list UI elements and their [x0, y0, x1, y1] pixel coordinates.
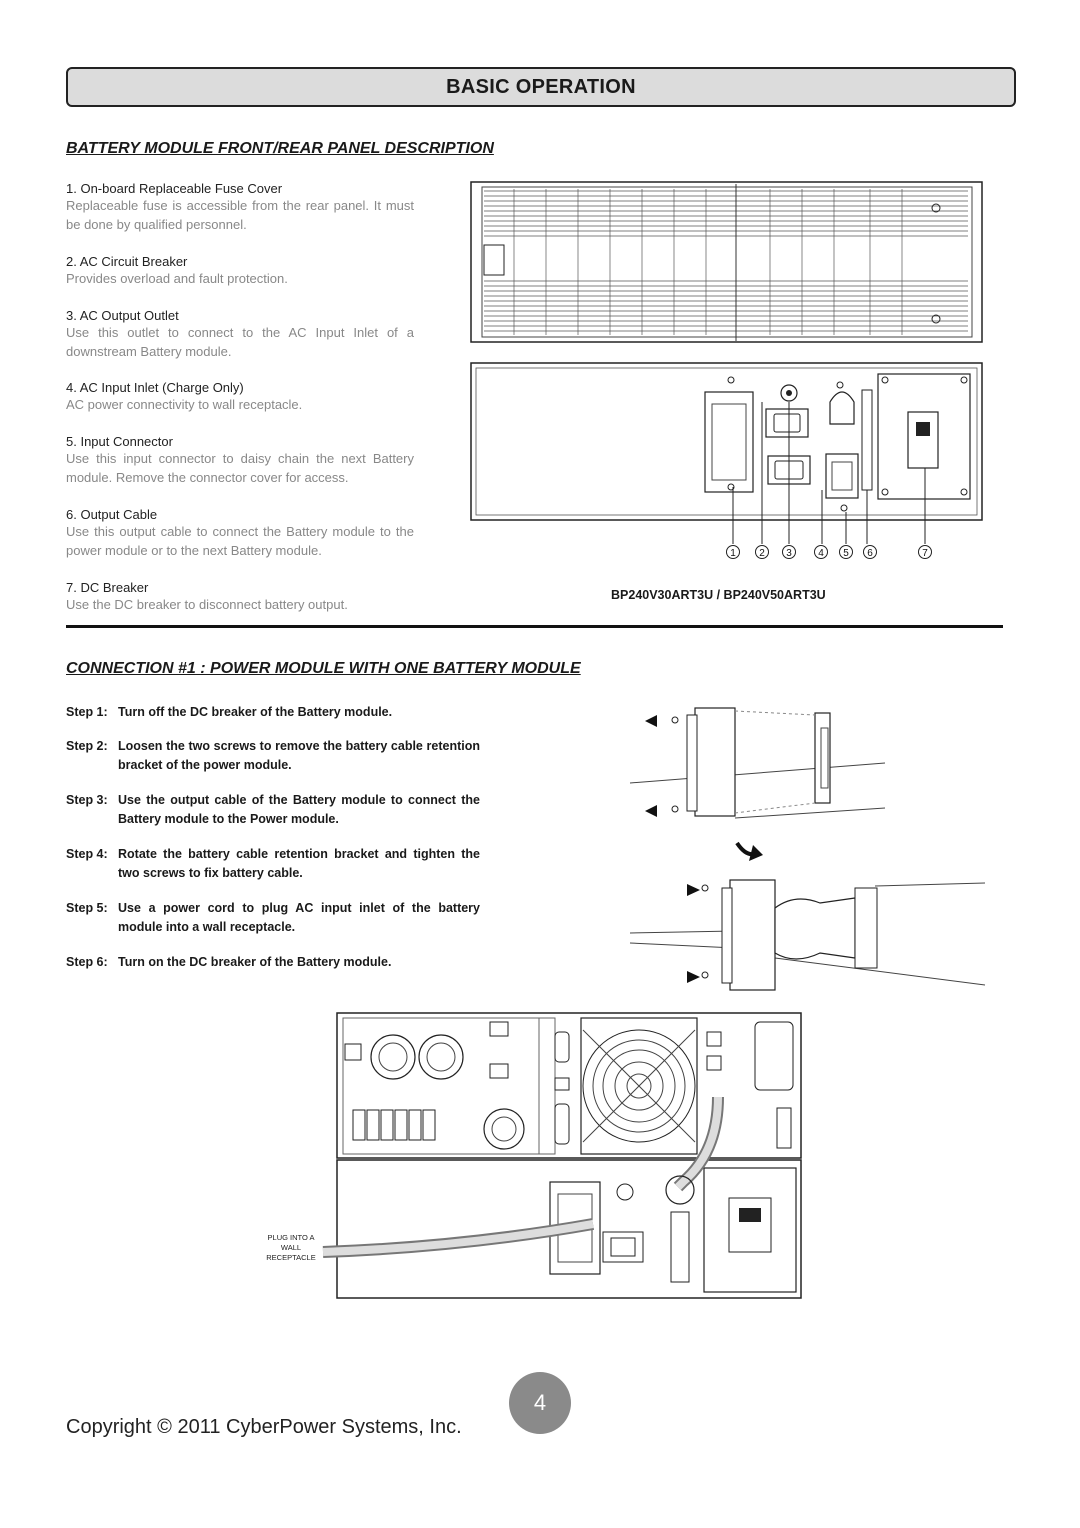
copyright-text: Copyright © 2011 CyberPower Systems, Inc. [66, 1416, 462, 1438]
battery-module-front-panel-illustration [470, 181, 984, 344]
step-5 [66, 899, 480, 937]
section-heading-panel-description: BATTERY MODULE FRONT/REAR PANEL DESCRIPTION [66, 140, 494, 157]
power-battery-connection-diagram [263, 1012, 806, 1302]
page-number: 4 [533, 1390, 547, 1415]
wall-label-line-3: RECEPTACLE [266, 1253, 316, 1262]
item-6 [66, 507, 414, 560]
step-1 [66, 703, 480, 722]
step-text: Turn off the DC breaker of the Battery module. [118, 705, 393, 719]
item-desc: Provides overload and fault protection. [66, 271, 288, 286]
callout-6: 6 [867, 548, 873, 559]
item-desc: Use this input connector to daisy chain the next Battery module. Remove the connector cover for access. [66, 451, 414, 485]
retention-bracket-illustration [625, 703, 993, 993]
section-heading-connection: CONNECTION #1 : POWER MODULE WITH ONE BATTERY MODULE [66, 660, 581, 677]
item-4 [66, 380, 414, 414]
item-title: 1. On-board Replaceable Fuse Cover [66, 181, 283, 196]
item-5 [66, 434, 414, 487]
model-number: BP240V30ART3U / BP240V50ART3U [611, 588, 826, 602]
step-6 [66, 953, 480, 972]
step-label: Step 4: [66, 847, 108, 861]
callout-5: 5 [843, 548, 849, 559]
wall-label-line-2: WALL [280, 1243, 302, 1252]
item-1 [66, 181, 414, 234]
item-desc: Use the DC breaker to disconnect battery output. [66, 597, 348, 612]
step-label: Step 3: [66, 793, 108, 807]
section-title-bar [66, 67, 1016, 107]
wall-label-line-1: PLUG INTO A [267, 1233, 315, 1242]
item-desc: Replaceable fuse is accessible from the rear panel. It must be done by qualified personnel. [66, 198, 414, 232]
step-2 [66, 737, 480, 775]
section-divider [66, 625, 1003, 628]
step-text: Rotate the battery cable retention bracket and tighten the two screws to fix battery cable. [118, 847, 480, 880]
item-title: 2. AC Circuit Breaker [66, 254, 188, 269]
step-label: Step 6: [66, 955, 108, 969]
callout-1: 1 [730, 548, 736, 559]
step-4 [66, 845, 480, 883]
item-3 [66, 308, 414, 361]
item-title: 6. Output Cable [66, 507, 158, 522]
item-7 [66, 580, 414, 614]
callout-7: 7 [922, 548, 928, 559]
step-label: Step 5: [66, 901, 108, 915]
item-title: 3. AC Output Outlet [66, 308, 179, 323]
callout-3: 3 [786, 548, 792, 559]
callout-4: 4 [818, 548, 824, 559]
page-number-badge [509, 1372, 571, 1434]
step-3 [66, 791, 480, 829]
item-desc: AC power connectivity to wall receptacle. [66, 397, 303, 412]
step-text: Turn on the DC breaker of the Battery module. [118, 955, 392, 969]
item-2 [66, 254, 414, 288]
page-title: BASIC OPERATION [446, 75, 636, 98]
callout-2: 2 [759, 548, 765, 559]
step-label: Step 2: [66, 739, 108, 753]
item-desc: Use this output cable to connect the Battery module to the power module or to the next Battery module. [66, 524, 414, 558]
item-title: 5. Input Connector [66, 434, 173, 449]
step-label: Step 1: [66, 705, 108, 719]
item-title: 4. AC Input Inlet (Charge Only) [66, 380, 244, 395]
step-text: Use a power cord to plug AC input inlet of the battery module into a wall receptacle. [118, 901, 480, 934]
step-text: Loosen the two screws to remove the battery cable retention bracket of the power module. [118, 739, 480, 772]
item-title: 7. DC Breaker [66, 580, 149, 595]
battery-module-rear-panel-illustration [470, 362, 984, 562]
step-text: Use the output cable of the Battery module to connect the Battery module to the Power module. [118, 793, 480, 826]
item-desc: Use this outlet to connect to the AC Input Inlet of a downstream Battery module. [66, 325, 414, 359]
